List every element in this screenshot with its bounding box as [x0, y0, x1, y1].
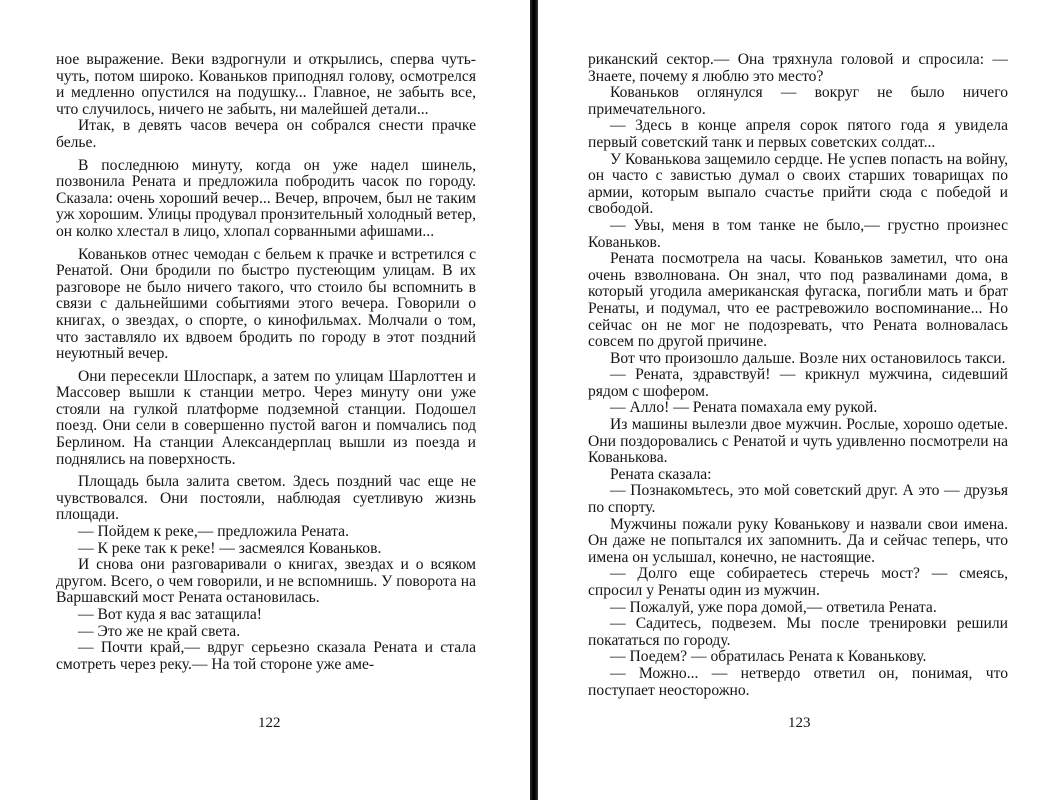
paragraph: Итак, в девять часов вечера он собрался снести прачке белье. — [56, 117, 476, 151]
left-page-text — [56, 52, 476, 673]
paragraph: И снова они разговаривали о книгах, звездах и о всяком другом. Всего, о чем говорили, и не вспомнишь. У поворота на Варшавский мост Рената остановилась. — [56, 556, 476, 607]
dialogue-line: — Пойдем к реке,— предложила Рената. — [78, 523, 349, 541]
dialogue-line: — Можно... — нетвердо ответил он, понимая, что поступает неосторожно. — [588, 664, 1008, 699]
paragraph: Кованьков оглянулся — вокруг не было ничего примечательного. — [588, 84, 1008, 118]
dialogue-line: — Поедем? — обратилась Рената к Кованькову. — [610, 648, 927, 666]
page-number: 122 — [258, 715, 281, 731]
dialogue-line: — Садитесь, подвезем. Мы после тренировки решили покататься по городу. — [588, 615, 1008, 649]
page-number: 123 — [788, 715, 811, 731]
dialogue-line: — Рената, здравствуй! — крикнул мужчина, сидевший рядом с шофером. — [588, 366, 1008, 400]
paragraph: ное выражение. Веки вздрогнули и открылись, сперва чуть-чуть, потом широко. Кованьков приподнял голову, осмотрелся и медленно опустился на подушку... Главное, не забыть все, что случилось, ничего не забыть, ни малейшей детали... — [56, 51, 476, 118]
paragraph: Рената посмотрела на часы. Кованьков заметил, что она очень взволнована. Он знал, что под развалинами дома, в который угодила американская фугаска, погибли мать и брат Ренаты, и подумал, что ее растревожило воспоминание... Но сейчас он не мог не подозревать, что Рената волновалась совсем по другой причине. — [588, 250, 1008, 351]
dialogue-line: — Увы, меня в том танке не было,— грустно произнес Кованьков. — [588, 216, 1008, 251]
paragraph: риканский сектор.— Она тряхнула головой и спросила: — Знаете, почему я люблю это место? — [588, 51, 1008, 85]
dialogue-line: — Алло! — Рената помахала ему рукой. — [610, 399, 878, 417]
dialogue-line: — Вот куда я вас затащила! — [78, 606, 262, 623]
dialogue-line: — Познакомьтесь, это мой советский друг. А это — друзья по спорту. — [588, 482, 1008, 517]
paragraph: В последнюю минуту, когда он уже надел шинель, позвонила Рената и предложила побродить часок по городу. Сказала: очень хороший вечер... Вечер, впрочем, был не таким уж хорошим. Улицы продувал пронзительный холодный ветер, он колко хлестал в лицо, хлопал сорванными афишами... — [56, 156, 476, 240]
paragraph: Вот что произошло дальше. Возле них остановилось такси. — [610, 349, 1006, 367]
paragraph: Из машины вылезли двое мужчин. Рослые, хорошо одетые. Они поздоровались с Ренатой и чуть удивленно посмотрели на Кованькова. — [588, 416, 1008, 467]
paragraph: Кованьков отнес чемодан с бельем к прачке и встретился с Ренатой. Они бродили по быстро пустеющим улицам. В их разговоре не было ничего такого, что стоило бы вспомнить в связи с дальнейшими событиями этого вечера. Говорили о книгах, о звездах, о спорте, о кинофильмах. Молчали о том, что заставляло их вдвоем бродить по городу в этот поздний неуютный вечер. — [56, 245, 476, 363]
paragraph: У Кованькова защемило сердце. Не успев попасть на войну, он часто с завистью думал о своих старших товарищах по армии, которым выпало счастье прийти сюда с победой и свободой. — [588, 150, 1008, 218]
dialogue-line: — К реке так к реке! — засмеялся Кованьков. — [78, 539, 382, 557]
paragraph: Площадь была залита светом. Здесь поздний час еще не чувствовался. Они постояли, наблюдая суетливую жизнь площади. — [56, 473, 476, 524]
dialogue-line: — Пожалуй, уже пора домой,— ответила Рената. — [610, 598, 937, 616]
paragraph: Рената сказала: — [610, 465, 712, 483]
right-page-text — [588, 52, 1008, 699]
dialogue-line: — Почти край,— вдруг серьезно сказала Рената и стала смотреть через реку.— На той стороне уже аме- — [56, 639, 476, 673]
right-page — [538, 0, 1052, 800]
dialogue-line: — Здесь в конце апреля сорок пятого года я увидела первый советский танк и первых советских солдат... — [588, 117, 1008, 151]
dialogue-line: — Это же не край света. — [78, 622, 241, 640]
book-gutter — [530, 0, 538, 800]
dialogue-line: — Долго еще собираетесь стеречь мост? — смеясь, спросил у Ренаты один из мужчин. — [588, 565, 1008, 599]
paragraph: Они пересекли Шлоспарк, а затем по улицам Шарлоттен и Массовер вышли к станции метро. Через минуту они уже стояли на гулкой платформе подземной станции. Подошел поезд. Они сели в совершенно пустой вагон и помчались под Берлином. На станции Александерплац вышли из поезда и поднялись на поверхность. — [56, 367, 476, 468]
paragraph: Мужчины пожали руку Кованькову и назвали свои имена. Он даже не попытался их запомнить. Да и сейчас теперь, что имена он услышал, конечно, не настоящие. — [588, 515, 1008, 566]
